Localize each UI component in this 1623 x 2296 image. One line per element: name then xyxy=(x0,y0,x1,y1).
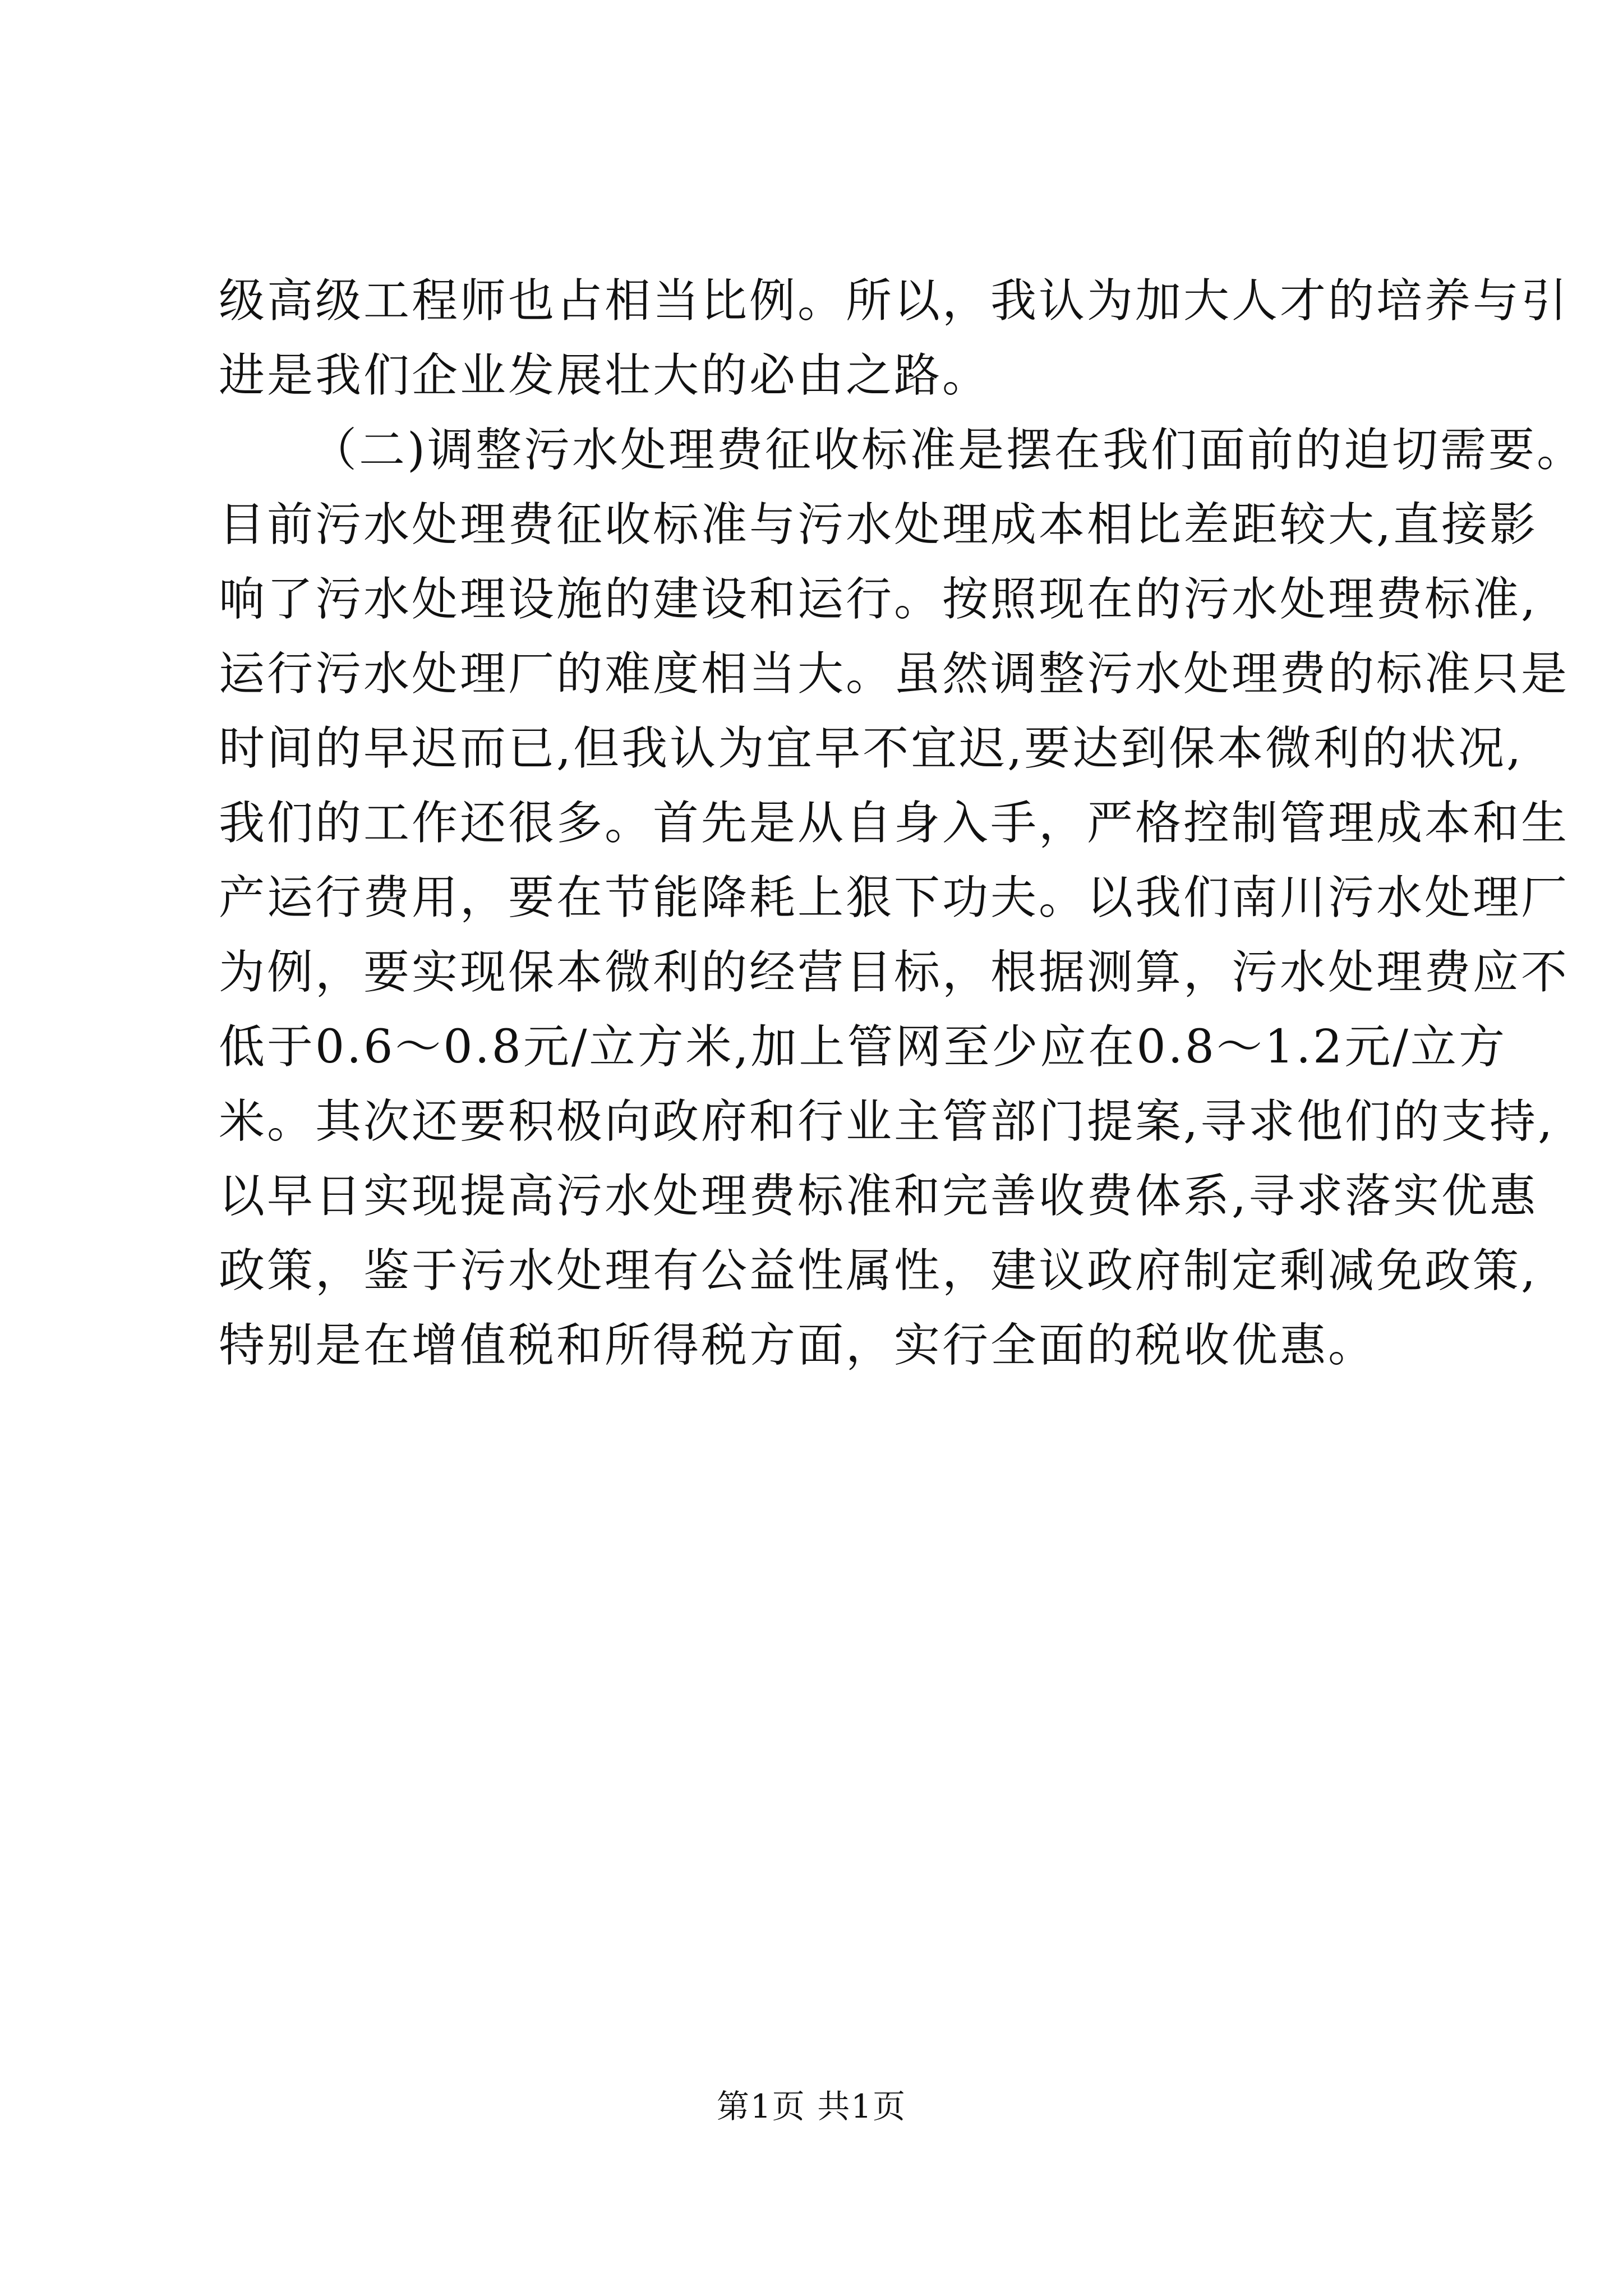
text-line: 响了污水处理设施的建设和运行。按照现在的污水处理费标准, xyxy=(219,573,1538,626)
text-line: 运行污水处理厂的难度相当大。虽然调整污水处理费的标准只是 xyxy=(219,647,1570,701)
text-line: 特别是在增值税和所得税方面，实行全面的税收优惠。 xyxy=(219,1319,1377,1372)
page-number: 第1页 共1页 xyxy=(716,2087,907,2125)
section-heading-line: （二)调整污水处理费征收标准是摆在我们面前的迫切需要。 xyxy=(311,424,1585,477)
document-body xyxy=(219,264,1585,1383)
text-line: 我们的工作还很多。首先是从自身入手，严格控制管理成本和生 xyxy=(219,797,1570,850)
text-line: 以早日实现提高污水处理费标准和完善收费体系,寻求落实优惠 xyxy=(219,1170,1538,1223)
text-line: 米。其次还要积极向政府和行业主管部门提案,寻求他们的支持, xyxy=(219,1095,1555,1148)
text-line: 为例，要实现保本微利的经营目标，根据测算，污水处理费应不 xyxy=(219,946,1570,999)
text-line: 低于0.6～0.8元/立方米,加上管网至少应在0.8～1.2元/立方 xyxy=(219,1020,1507,1074)
text-line: 目前污水处理费征收标准与污水处理成本相比差距较大,直接影 xyxy=(219,498,1538,551)
text-line: 政策，鉴于污水处理有公益性属性，建议政府制定剩减免政策, xyxy=(219,1244,1538,1297)
text-line: 时间的早迟而已,但我认为宜早不宜迟,要达到保本微利的状况, xyxy=(219,722,1524,775)
text-line: 级高级工程师也占相当比例。所以，我认为加大人才的培养与引 xyxy=(219,274,1570,328)
page-footer xyxy=(0,2087,1623,2126)
text-line: 产运行费用，要在节能降耗上狠下功夫。以我们南川污水处理厂 xyxy=(219,871,1570,924)
text-line: 进是我们企业发展壮大的必由之路。 xyxy=(219,349,991,402)
